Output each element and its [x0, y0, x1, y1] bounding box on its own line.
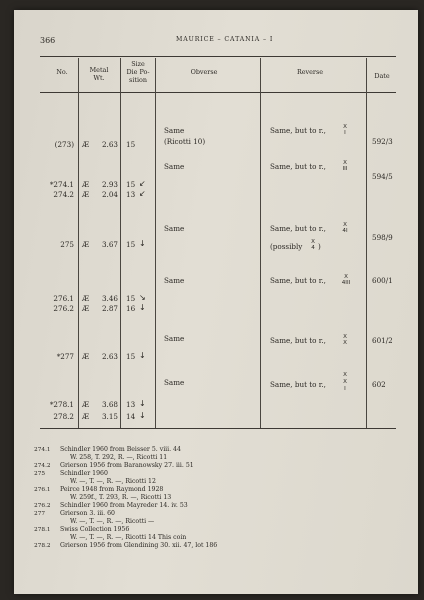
row-278-2-metal: Æ — [82, 412, 90, 421]
row-278-obverse: Same — [164, 378, 185, 387]
row-276-1-size: 15 — [126, 294, 136, 303]
footnote-num: 278.1 — [34, 527, 51, 533]
table-bottom-rule — [40, 428, 396, 429]
col-header-wt: Wt. — [93, 74, 105, 82]
book-page — [14, 10, 418, 594]
row-276-2-metal: Æ — [82, 304, 90, 313]
row-275-reverse: Same, but to r., — [270, 224, 326, 233]
row-277-reverse: Same, but to r., — [270, 336, 326, 345]
row-273-obverse: Same — [164, 126, 185, 135]
row-274-1-no: *274.1 — [49, 180, 74, 189]
row-276-obverse: Same — [164, 276, 185, 285]
row-276-2-size: 16 — [126, 304, 136, 313]
row-274-1-metal: Æ — [82, 180, 90, 189]
row-278-mark-bottom: I — [344, 386, 346, 392]
row-274-2-wt: 2.04 — [101, 190, 118, 199]
col-divider-4 — [260, 58, 261, 428]
row-273-reverse: Same, but to r., — [270, 126, 326, 135]
row-278-1-no: *278.1 — [49, 400, 74, 409]
row-277-mark-bottom: X — [343, 340, 347, 346]
footnote-text: Schindler 1960 — [60, 470, 108, 477]
row-277-mark-top: X — [343, 334, 347, 340]
row-278-1-die-arrow: ↓ — [139, 399, 146, 408]
row-275-mark-top: X — [343, 222, 347, 228]
col-header-metal: Metal — [89, 66, 109, 74]
footnote-text: W. —, T. —, R. —, Ricotti 14 This coin — [70, 534, 187, 541]
row-276-1-no: 276.1 — [53, 294, 74, 303]
row-277-size: 15 — [126, 352, 136, 361]
footnote-text: Schindler 1960 from Mayreder 14. iv. 53 — [60, 502, 188, 509]
row-278-mark-top: X — [343, 372, 347, 378]
col-header-date: Date — [374, 72, 390, 80]
col-divider-1 — [78, 58, 79, 428]
row-276-2-die-arrow: ↓ — [139, 303, 146, 312]
row-276-1-die-arrow: ↘ — [139, 293, 146, 302]
row-277-die-arrow: ↓ — [139, 351, 146, 360]
row-274-1-wt: 2.93 — [101, 180, 118, 189]
col-header-sition: sition — [129, 76, 147, 84]
row-278-reverse: Same, but to r., — [270, 380, 326, 389]
footnote-num: 274.2 — [34, 463, 51, 469]
row-273-metal: Æ — [82, 140, 90, 149]
row-274-mark-bottom: III — [342, 166, 348, 172]
row-278-2-die-arrow: ↓ — [139, 411, 146, 420]
row-275-mark-bottom: 4I — [342, 228, 348, 234]
footnote-num: 277 — [34, 511, 46, 517]
row-277-obverse: Same — [164, 334, 185, 343]
row-273-mark-bottom: I — [344, 130, 346, 136]
col-header-size: Size — [131, 60, 145, 68]
row-274-1-die-arrow: ↙ — [139, 179, 146, 188]
row-278-1-size: 13 — [126, 400, 136, 409]
col-header-reverse: Reverse — [296, 68, 324, 76]
row-278-mark-mid: X — [343, 379, 347, 385]
col-header-obverse: Obverse — [190, 68, 218, 76]
footnote-text: W. 258, T. 292, R. —, Ricotti 11 — [70, 454, 168, 461]
row-275-note-mark-bottom: 4 — [311, 245, 315, 251]
row-277-date: 601/2 — [372, 336, 393, 345]
footnote-num: 276.2 — [34, 503, 51, 509]
row-274-obverse: Same — [164, 162, 185, 171]
row-278-1-wt: 3.68 — [101, 400, 118, 409]
footnote-text: Grierson 3. iii. 60 — [60, 510, 115, 517]
row-274-2-die-arrow: ↙ — [139, 189, 146, 198]
row-277-metal: Æ — [82, 352, 90, 361]
footnote-text: Peirce 1948 from Raymond 1928 — [60, 486, 164, 493]
footnote-text: Swiss Collection 1956 — [60, 526, 130, 533]
running-title: MAURICE – CATANIA – I — [176, 36, 274, 43]
row-276-mark-top: X — [344, 274, 348, 280]
row-273-mark-top: X — [343, 124, 347, 130]
footnote-text: Schindler 1960 from Beisser 5. viii. 44 — [60, 446, 181, 453]
row-275-obverse: Same — [164, 224, 185, 233]
footnote-num: 276.1 — [34, 487, 51, 493]
row-278-2-size: 14 — [126, 412, 136, 421]
row-274-2-no: 274.2 — [53, 190, 74, 199]
row-273-obverse-ref: (Ricotti 10) — [164, 137, 206, 146]
row-275-reverse-note: (possibly — [270, 242, 303, 251]
footnote-text: W. —, T. —, R. —, Ricotti — — [70, 518, 155, 525]
row-275-note-close: ) — [318, 242, 321, 251]
row-275-wt: 3.67 — [101, 240, 118, 249]
row-275-date: 598/9 — [372, 233, 393, 242]
col-divider-5 — [366, 58, 367, 428]
row-274-2-metal: Æ — [82, 190, 90, 199]
row-274-reverse: Same, but to r., — [270, 162, 326, 171]
row-275-metal: Æ — [82, 240, 90, 249]
row-278-2-no: 278.2 — [53, 412, 74, 421]
row-276-1-metal: Æ — [82, 294, 90, 303]
row-275-size: 15 — [126, 240, 136, 249]
row-273-no: (273) — [54, 140, 74, 149]
row-273-size: 15 — [126, 140, 136, 149]
row-275-note-mark-top: X — [311, 239, 315, 245]
col-header-die: Die Po- — [126, 68, 150, 76]
row-276-mark-bottom: 4III — [341, 280, 351, 286]
row-274-date: 594/5 — [372, 172, 393, 181]
row-275-no: 275 — [60, 240, 74, 249]
col-header-no: No. — [56, 68, 68, 76]
col-divider-3 — [155, 58, 156, 428]
row-276-1-wt: 3.46 — [101, 294, 118, 303]
footnote-text: Grierson 1956 from Baranowsky 27. iii. 51 — [60, 462, 194, 469]
row-274-1-size: 15 — [126, 180, 136, 189]
row-273-date: 592/3 — [372, 137, 393, 146]
row-276-2-wt: 2.87 — [101, 304, 118, 313]
row-275-die-arrow: ↓ — [139, 239, 146, 248]
table-header-rule — [40, 92, 396, 93]
footnote-num: 275 — [34, 471, 46, 477]
row-278-date: 602 — [372, 380, 386, 389]
row-274-mark-top: X — [343, 160, 347, 166]
table-top-rule — [40, 56, 396, 57]
row-277-wt: 2.63 — [101, 352, 118, 361]
row-273-wt: 2.63 — [101, 140, 118, 149]
row-278-1-metal: Æ — [82, 400, 90, 409]
row-278-2-wt: 3.15 — [101, 412, 118, 421]
row-277-no: *277 — [56, 352, 74, 361]
footnote-text: W. —, T. —, R. —, Ricotti 12 — [70, 478, 156, 485]
col-divider-2 — [120, 58, 121, 428]
row-276-date: 600/1 — [372, 276, 393, 285]
row-274-2-size: 13 — [126, 190, 136, 199]
footnote-num: 278.2 — [34, 543, 51, 549]
footnote-text: W. 259f., T. 293, R. —, Ricotti 13 — [70, 494, 172, 501]
row-276-reverse: Same, but to r., — [270, 276, 326, 285]
footnote-num: 274.1 — [34, 447, 51, 453]
row-276-2-no: 276.2 — [53, 304, 74, 313]
page-number: 366 — [40, 36, 56, 45]
footnote-text: Grierson 1956 from Glendining 30. xii. 47, lot 186 — [60, 542, 218, 549]
